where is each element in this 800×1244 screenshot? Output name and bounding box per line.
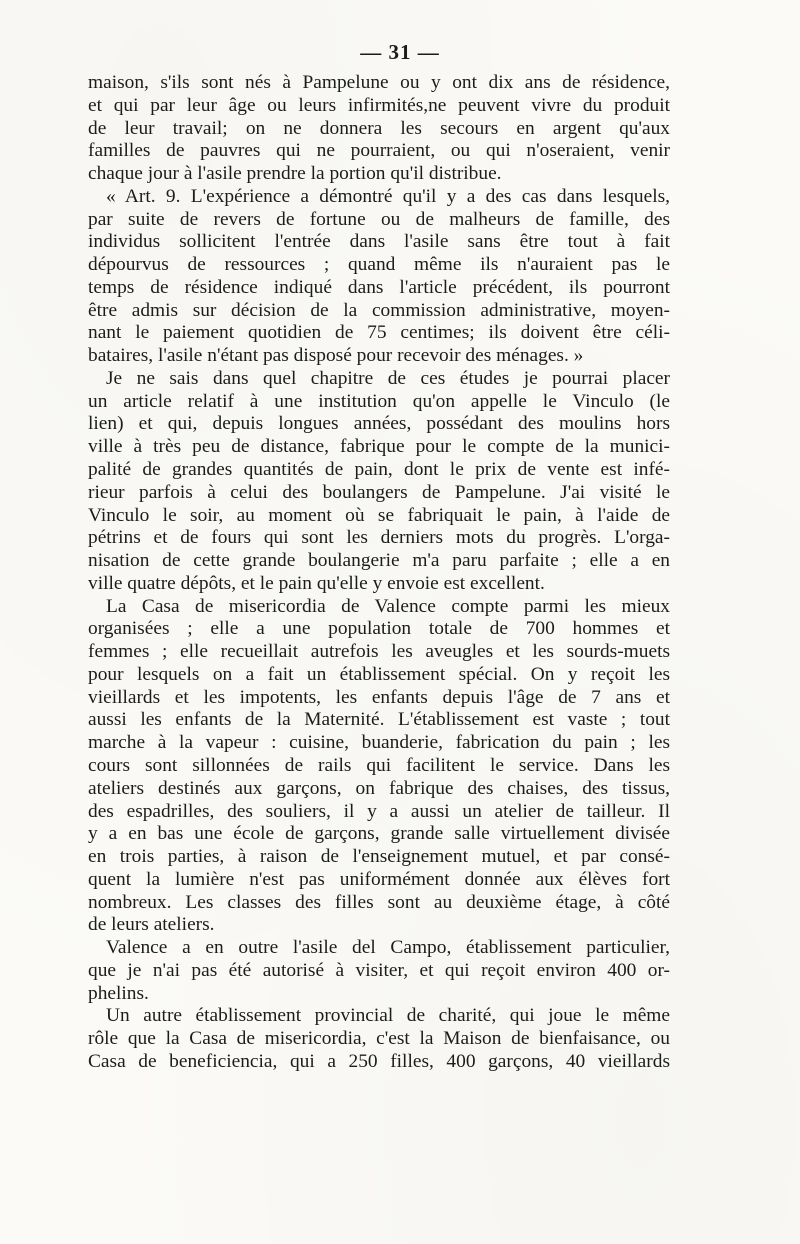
text-line: quent la lumière n'est pas uniformément donnée aux élèves fort xyxy=(88,868,670,890)
text-line: y a en bas une école de garçons, grande salle virtuellement divisée xyxy=(88,823,670,845)
paragraph xyxy=(88,1005,670,1073)
paragraph xyxy=(88,368,670,596)
text-line: marche à la vapeur : cuisine, buanderie, fabrication du pain ; les xyxy=(88,732,670,754)
text-line: maison, s'ils sont nés à Pampelune ou y ont dix ans de résidence, xyxy=(88,72,670,93)
text-line: rôle que la Casa de misericordia, c'est la Maison de bienfaisance, ou xyxy=(88,1028,670,1050)
text-line: pétrins et de fours qui sont les derniers mots du progrès. L'orga- xyxy=(88,527,670,549)
text-line: chaque jour à l'asile prendre la portion qu'il distribue. xyxy=(88,163,502,185)
text-line: de leur travail; on ne donnera les secours en argent qu'aux xyxy=(88,117,670,139)
text-line: familles de pauvres qui ne pourraient, ou qui n'oseraient, venir xyxy=(88,140,670,162)
text-line: nombreux. Les classes des filles sont au deuxième étage, à côté xyxy=(88,891,670,913)
text-line: ateliers destinés aux garçons, on fabrique des chaises, des tissus, xyxy=(88,777,670,799)
text-line: en trois parties, à raison de l'enseignement mutuel, et par consé- xyxy=(88,846,670,868)
text-line: phelins. xyxy=(88,982,149,1004)
text-line: cours sont sillonnées de rails qui facilitent le service. Dans les xyxy=(88,754,670,776)
text-line: nisation de cette grande boulangerie m'a paru parfaite ; elle a en xyxy=(88,550,670,572)
paragraph xyxy=(88,186,670,368)
text-line: un article relatif à une institution qu'on appelle le Vinculo (le xyxy=(88,390,670,412)
text-line: être admis sur décision de la commission administrative, moyen- xyxy=(88,299,670,321)
text-line: « Art. 9. L'expérience a démontré qu'il y a des cas dans lesquels, xyxy=(106,185,670,207)
text-line: lien) et qui, depuis longues années, possédant des moulins hors xyxy=(88,413,670,435)
text-line: Un autre établissement provincial de charité, qui joue le même xyxy=(106,1005,670,1027)
text-line: La Casa de misericordia de Valence compte parmi les mieux xyxy=(106,595,670,617)
text-line: que je n'ai pas été autorisé à visiter, et qui reçoit environ 400 or- xyxy=(88,959,670,981)
text-line: pour lesquels on a fait un établissement spécial. On y reçoit les xyxy=(88,663,670,685)
text-line: Valence a en outre l'asile del Campo, établissement particulier, xyxy=(106,937,670,959)
text-line: organisées ; elle a une population totale de 700 hommes et xyxy=(88,618,670,640)
text-line: Je ne sais dans quel chapitre de ces études je pourrai placer xyxy=(106,367,670,389)
paragraph xyxy=(88,72,670,186)
text-line: de leurs ateliers. xyxy=(88,914,215,936)
text-line: nant le paiement quotidien de 75 centimes; ils doivent être céli- xyxy=(88,322,670,344)
text-line: dépourvus de ressources ; quand même ils n'auraient pas le xyxy=(88,254,670,276)
text-line: Casa de beneficiencia, qui a 250 filles, 400 garçons, 40 vieillards xyxy=(88,1050,670,1072)
text-line: aussi les enfants de la Maternité. L'établissement est vaste ; tout xyxy=(88,709,670,731)
paragraph xyxy=(88,596,670,937)
text-line: temps de résidence indiqué dans l'article précédent, ils pourront xyxy=(88,276,670,298)
text-line: Vinculo le soir, au moment où se fabriquait le pain, à l'aide de xyxy=(88,504,670,526)
text-line: des espadrilles, des souliers, il y a aussi un atelier de tailleur. Il xyxy=(88,800,670,822)
page-number: — 31 — xyxy=(360,40,440,64)
text-line: ville à très peu de distance, fabrique pour le compte de la munici- xyxy=(88,436,670,458)
body-text xyxy=(88,72,670,1074)
text-line: rieur parfois à celui des boulangers de Pampelune. J'ai visité le xyxy=(88,481,670,503)
text-line: par suite de revers de fortune ou de malheurs de famille, des xyxy=(88,208,670,230)
text-line: vieillards et les impotents, les enfants depuis l'âge de 7 ans et xyxy=(88,686,670,708)
text-line: palité de grandes quantités de pain, dont le prix de vente est infé- xyxy=(88,459,670,481)
text-line: et qui par leur âge ou leurs infirmités,ne peuvent vivre du produit xyxy=(88,94,670,116)
text-line: ville quatre dépôts, et le pain qu'elle y envoie est excellent. xyxy=(88,572,545,594)
text-line: bataires, l'asile n'étant pas disposé pour recevoir des ménages. » xyxy=(88,345,584,367)
text-line: individus sollicitent l'entrée dans l'asile sans être tout à fait xyxy=(88,231,670,253)
text-line: femmes ; elle recueillait autrefois les aveugles et les sourds-muets xyxy=(88,641,670,663)
paragraph xyxy=(88,937,670,1005)
